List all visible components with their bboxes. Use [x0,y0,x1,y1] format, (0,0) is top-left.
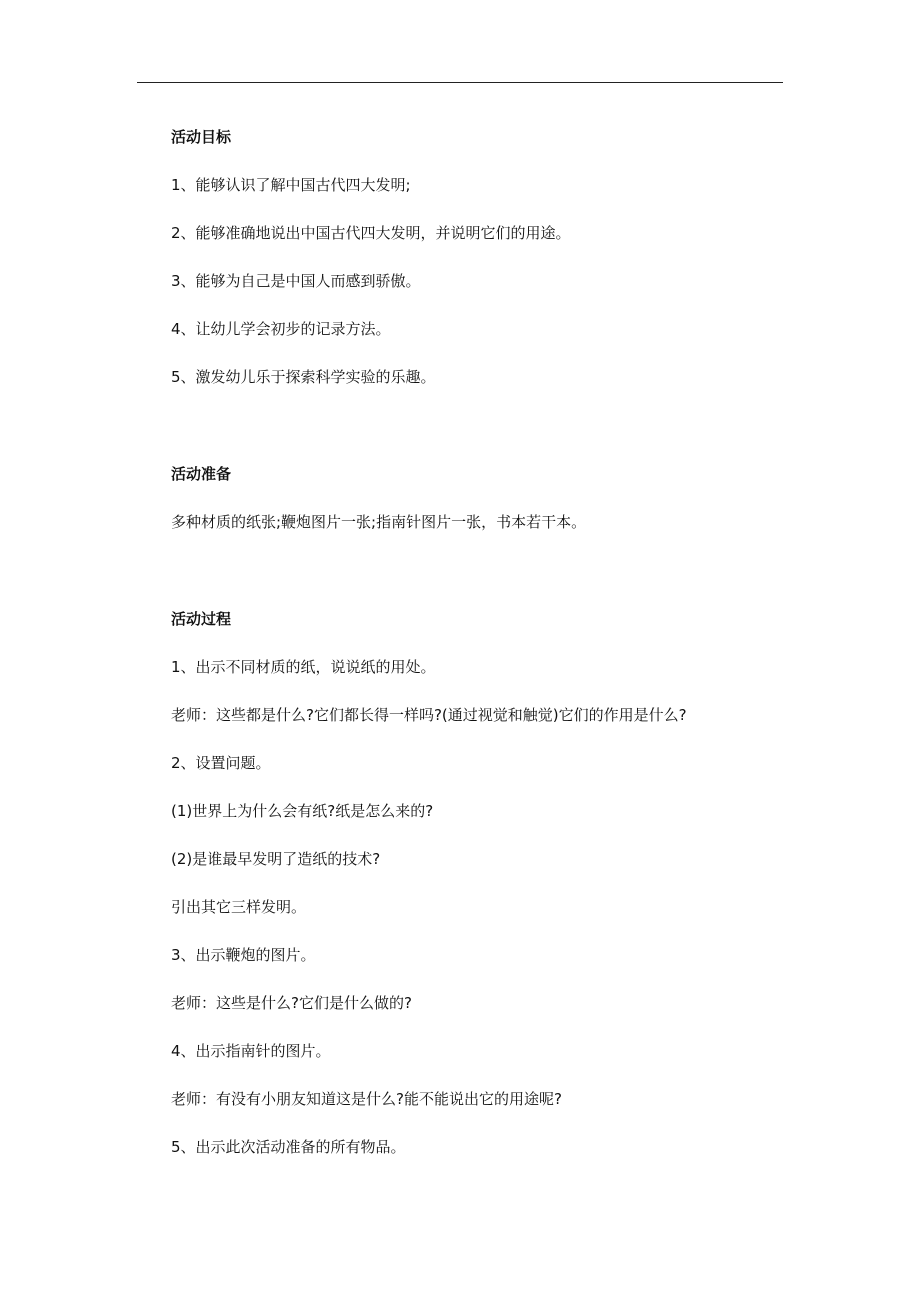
process-item: 4、出示指南针的图片。 [171,1042,331,1060]
section-heading-process: 活动过程 [171,610,232,628]
process-item: 5、出示此次活动准备的所有物品。 [171,1138,406,1156]
process-item: 老师：有没有小朋友知道这是什么?能不能说出它的用途呢? [171,1090,562,1108]
header-rule [137,82,783,83]
preparation-item: 多种材质的纸张;鞭炮图片一张;指南针图片一张，书本若干本。 [171,513,587,531]
process-item: 老师：这些是什么?它们是什么做的? [171,994,412,1012]
goal-item: 4、让幼儿学会初步的记录方法。 [171,320,391,338]
process-item: 3、出示鞭炮的图片。 [171,946,316,964]
goal-item: 3、能够为自己是中国人而感到骄傲。 [171,272,421,290]
process-item: 引出其它三样发明。 [171,898,307,916]
process-item: 1、出示不同材质的纸，说说纸的用处。 [171,658,436,676]
section-heading-preparation: 活动准备 [171,465,232,483]
process-item: (1)世界上为什么会有纸?纸是怎么来的? [171,802,434,820]
goal-item: 2、能够准确地说出中国古代四大发明，并说明它们的用途。 [171,224,571,242]
process-item: 老师：这些都是什么?它们都长得一样吗?(通过视觉和触觉)它们的作用是什么? [171,706,687,724]
goal-item: 1、能够认识了解中国古代四大发明; [171,176,411,194]
section-heading-goals: 活动目标 [171,128,232,146]
goal-item: 5、激发幼儿乐于探索科学实验的乐趣。 [171,368,436,386]
process-item: 2、设置问题。 [171,754,271,772]
process-item: (2)是谁最早发明了造纸的技术? [171,850,381,868]
